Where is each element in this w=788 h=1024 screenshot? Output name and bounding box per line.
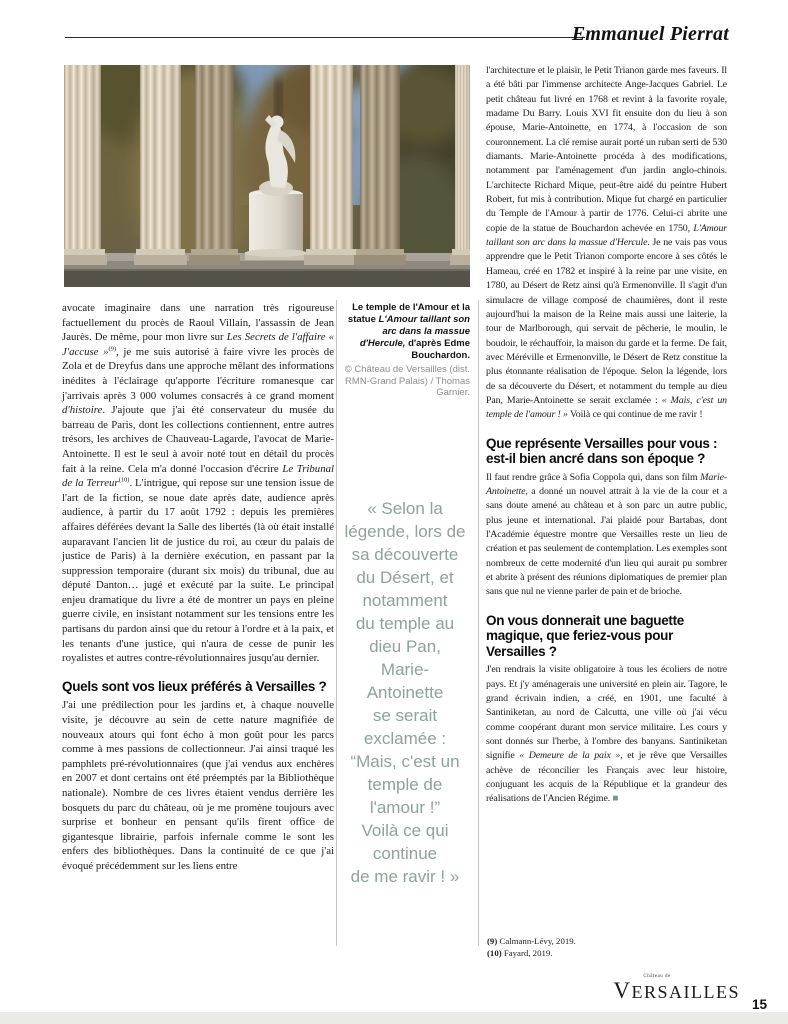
- article-paragraph-left-1: avocate imaginaire dans une narration très rigoureuse factuellement du procès de Raoul Villain, l'assassin de Jean Jaurès. De même, pour mon livre sur Les Secrets de l'affaire « J'accuse »$^{(9)}$, je me suis autorisé à faire vivre les procès de Zola et de Dreyfus dans une approche mêlant des informations inédites à l'éclairage qu'apporte l'écriture romanesque car j'arrivais après 3 000 volumes consacrés à ce grand moment d'histoire. J'ajoute que j'ai été conservateur du musée du barreau de Paris, dont les collections contiennent, entre autres trésors, les archives de Chauveau-Lagarde, l'avocat de Marie-Antoinette. Il est le seul à avoir noté tout en détail du procès fait à la reine. Cela m'a donné l'occasion d'écrire Le Tribunal de la Terreur$^{(10)}$. L'intrigue, qui repose sur une tension issue de l'art de la fiction, se noue date après date, audience après audience, à partir du 17 août 1792 : depuis les premières affaires déférées devant la Salle des libertés (là où était installé auparavant l'ancien lit de justice du roi, au cœur du palais de justice de Paris) à la dernière exécution, en passant par la suppression temporaire (durant six mois) du tribunal, due au député Danton… jugé et exécuté par la suite. Le principal enjeu dramatique du livre a été de montrer un pays en pleine guerre civile, en insistant notamment sur les tensions entre les partisans du pardon ainsi que du retour à l'ordre et à la paix, et les tenants d'une justice, qui n'aura de cesse de punir les royalistes et autres contre-révolutionnaires jusqu'au dernier.: [62, 302, 334, 665]
- question-heading-represente: Que représente Versailles pour vous : est-il bien ancré dans son époque ?: [486, 435, 718, 467]
- footnote-9: (9) Calmann-Lévy, 2019.: [487, 936, 576, 946]
- photo-credit: © Château de Versailles (dist. RMN-Grand Palais) / Thomas Garnier.: [344, 364, 470, 398]
- pull-quote: « Selon la légende, lors de sa découverte du Désert, et notamment du temple au dieu Pan, Marie- Antoinette se serait exclamée : “Mais, c'est un temple de l'amour !” Voilà ce qui continue de me ravir ! »: [344, 498, 466, 886]
- article-paragraph-right-1: l'architecture et le plaisir, le Petit Trianon garde mes faveurs. Il a été bâti par l'immense architecte Ange-Jacques Gabriel. Le petit château fut livré en 1768 et revint à la favorite royale, madame Du Barry. Louis XVI fit ensuite don du lieu à son épouse, Marie-Antoinette, en 1774, à l'occasion de son couronnement. La clé remise aurait porté un ruban serti de 530 diamants. Marie-Antoinette procéda à des modifications, notamment par l'aménagement d'un jardin anglo-chinois. L'architecte Richard Mique, peut-être aidé du peintre Hubert Robert, fut mis à contribution. Mique fut chargé en particulier du Temple de l'Amour à partir de 1776. Celui-ci abrite une copie de la statue de Bouchardon achevée en 1750, L'Amour taillant son arc dans la massue d'Hercule. Je ne vais pas vous apprendre que le Petit Trianon comporte encore à ses côtés le Hameau, créé en 1782 et inspiré à la reine par une visite, en 1780, au Désert de Retz ainsi qu'à Ermenonville. Il s'agit d'un simulacre de village composé de chaumières, dont il reste aujourd'hui la maison de la Reine mais aussi une laiterie, la tour de Marlborough, qui servait de pêcherie, le moulin, le boudoir, le réchauffoir, la maison du garde et la ferme. De fait, avec Méréville et Ermenonville, le Désert de Retz constitue la plus étonnante réalisation de l'époque. Selon la légende, lors de sa découverte du Désert, et notamment du temple au dieu Pan, Marie-Antoinette se serait exclamée : « Mais, c'est un temple de l'amour ! » Voilà ce qui continue de me ravir !: [486, 65, 727, 421]
- left-column: [62, 301, 334, 873]
- author-name: Emmanuel Pierrat: [571, 23, 729, 45]
- article-answer-2: J'en rendrais la visite obligatoire à tous les écoliers de notre pays. Et j'y aménagerais une université en plein air. Tagore, le grand écrivain indien, a créé, en 1901, une faculté à Santiniketan, au nord de Calcutta, une ville où j'ai vécu comme coopérant durant mon service militaire. Les cours y sont donnés sur l'herbe, à l'ombre des banyans. Santiniketan signifie « Demeure de la paix », et je rêve que Versailles achève de réconcilier les Français avec leur histoire, conjuguant les acquis de la République et la grandeur des réalisations de l'Ancien Régime. ■: [486, 664, 727, 805]
- page-number: 15: [751, 997, 767, 1012]
- temple-photo: [64, 65, 470, 287]
- footnote-10: (10) Fayard, 2019.: [487, 947, 553, 958]
- article-paragraph-left-2: J'ai une prédilection pour les jardins et, à chaque nouvelle visite, je découvre au sein de cette nature magnifiée de nouveaux atours qui font écho à mon goût pour les parcs comme à mes passions de collectionneur. J'ai ainsi traqué les pamphlets pré-révolutionnaires (que j'ai vendus aux enchères en 2007 et dont certains ont été préemptés par la Bibliothèque nationale). Nombre de ces livres étaient vendus derrière les bosquets du parc du château, où je me promène toujours avec surprise et bonheur en pensant qu'ils firent office de gigantesque librairie, parfois infernale comme le sont les enfers des bibliothèques. Dans la continuité de ce que j'ai évoqué précédemment sur les liens entre: [62, 699, 334, 872]
- column-divider-right: [478, 300, 479, 946]
- temple-photo-illustration: [64, 65, 470, 287]
- brand-overline: Château de: [643, 974, 671, 979]
- middle-column: [340, 302, 470, 888]
- footnotes: [487, 936, 727, 959]
- photo-caption: Le temple de l'Amour et la statue L'Amour taillant son arc dans la massue d'Hercule, d'après Edme Bouchardon.: [347, 302, 470, 361]
- column-divider-left: [336, 300, 337, 946]
- question-heading-baguette: On vous donnerait une baguette magique, que feriez-vous pour Versailles ?: [486, 612, 685, 659]
- right-column: [486, 64, 727, 807]
- question-heading-lieux: Quels sont vos lieux préférés à Versailles ?: [62, 678, 327, 694]
- versailles-magazine-logo: Château de VERSAILLES: [613, 974, 740, 1003]
- article-answer-1: Il faut rendre grâce à Sofia Coppola qui, dans son film Marie-Antoinette, a donné un nouvel attrait à la vie de la cour et a sans doute amené au château et à son parc un autre public, plus jeune et international. J'ai plaidé pour Bartabas, dont l'Académie équestre montre que Versailles reste un lieu de création et pas seulement de contemplation. Les exemples sont nombreux de cette modernité d'un lieu qui aurait pu sombrer et abrite à présent des réunions diplomatiques de premier plan sans que nul ne vienne parler de pain et de brioche.: [486, 471, 727, 598]
- page-bottom-edge: [0, 1012, 788, 1024]
